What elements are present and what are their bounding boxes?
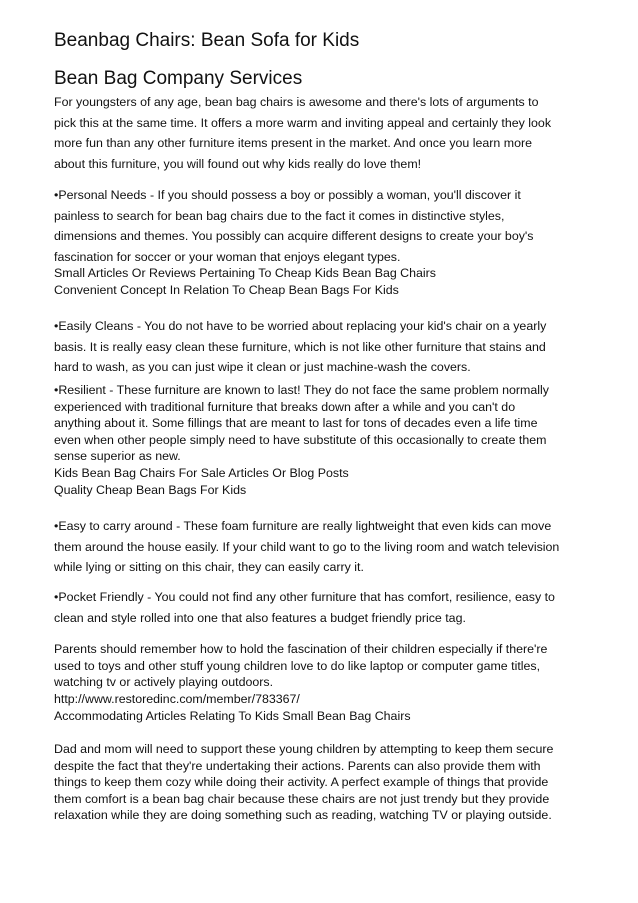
text-line: them comfort is a bean bag chair because these chairs are not just trendy but they provide [54, 791, 550, 806]
text-line: relaxation while they are doing something such as reading, watching TV or playing outside. [54, 808, 552, 823]
article-link[interactable]: Kids Bean Bag Chairs For Sale Articles Or Blog Posts [54, 466, 349, 480]
text-line: while lying or sitting on this chair, they can easily carry it. [54, 560, 364, 575]
related-links-1 [54, 265, 584, 298]
text-line: watching tv or actively playing outdoors. [54, 675, 274, 690]
text-line: Parents should remember how to hold the fascination of their children especially if there're [54, 642, 548, 656]
text-line: Dad and mom will need to support these young children by attempting to keep them secure [54, 742, 554, 756]
text-line: even when other people simply need to have substitute of this occasionally to create them [54, 432, 547, 447]
article-link[interactable]: Accommodating Articles Relating To Kids Small Bean Bag Chairs [54, 708, 411, 723]
article-link[interactable]: Small Articles Or Reviews Pertaining To Cheap Kids Bean Bag Chairs [54, 266, 436, 280]
text-line: things to keep them cozy while doing their activity. A perfect example of things that provide [54, 775, 549, 790]
text-line: more fun than any other furniture items present in the market. And once you learn more [54, 136, 532, 151]
article-link[interactable]: Quality Cheap Bean Bags For Kids [54, 482, 247, 497]
text-line: •Personal Needs - If you should possess a boy or possibly a woman, you'll discover it [54, 188, 521, 202]
personal-needs-paragraph [54, 185, 584, 268]
related-links-3 [54, 691, 584, 724]
text-line: experienced with traditional furniture that breaks down after a while and you can't do [54, 399, 516, 414]
intro-paragraph [54, 92, 584, 175]
text-line: •Resilient - These furniture are known to last! They do not face the same problem normally [54, 383, 549, 397]
text-line: basis. It is really easy clean these furniture, which is not like other furniture that stains and [54, 339, 546, 354]
text-line: them around the house easily. If your child want to go to the living room and watch television [54, 539, 560, 554]
text-line: used to toys and other stuff young children love to do like laptop or computer game titles, [54, 658, 541, 673]
text-line: clean and style rolled into one that also features a budget friendly price tag. [54, 610, 466, 625]
text-line: anything about it. Some fillings that are meant to last for tons of decades even a life time [54, 416, 538, 431]
parents-paragraph [54, 641, 584, 691]
section-heading: Bean Bag Company Services [54, 68, 303, 89]
article-link[interactable]: Convenient Concept In Relation To Cheap Bean Bags For Kids [54, 282, 399, 297]
easy-carry-paragraph [54, 516, 584, 578]
related-links-2 [54, 465, 584, 498]
text-line: about this furniture, you will found out why kids really do love them! [54, 157, 422, 172]
text-line: For youngsters of any age, bean bag chairs is awesome and there's lots of arguments to [54, 95, 539, 109]
text-line: dimensions and themes. You possibly can acquire different designs to create your boy's [54, 229, 534, 244]
text-line: despite the fact that they're undertaking their actions. Parents can also provide them with [54, 758, 541, 773]
pocket-friendly-paragraph [54, 587, 584, 628]
url-link[interactable]: http://www.restoredinc.com/member/783367/ [54, 692, 300, 706]
text-line: fascination for soccer or your woman that enjoys elegant types. [54, 250, 401, 265]
resilient-paragraph [54, 382, 584, 465]
easily-cleans-paragraph [54, 316, 584, 378]
text-line: •Easy to carry around - These foam furniture are really lightweight that even kids can move [54, 519, 552, 533]
text-line: pick this at the same time. It offers a more warm and inviting appeal and certainly they look [54, 115, 552, 130]
text-line: •Easily Cleans - You do not have to be worried about replacing your kid's chair on a yearly [54, 319, 547, 333]
text-line: hard to wash, as you can just wipe it clean or just machine-wash the covers. [54, 360, 471, 375]
text-line: painless to search for bean bag chairs due to the fact it comes in distinctive styles, [54, 208, 505, 223]
dad-mom-paragraph [54, 741, 584, 824]
text-line: sense superior as new. [54, 449, 181, 464]
text-line: •Pocket Friendly - You could not find any other furniture that has comfort, resilience, easy to [54, 590, 555, 604]
page-title: Beanbag Chairs: Bean Sofa for Kids [54, 30, 360, 51]
